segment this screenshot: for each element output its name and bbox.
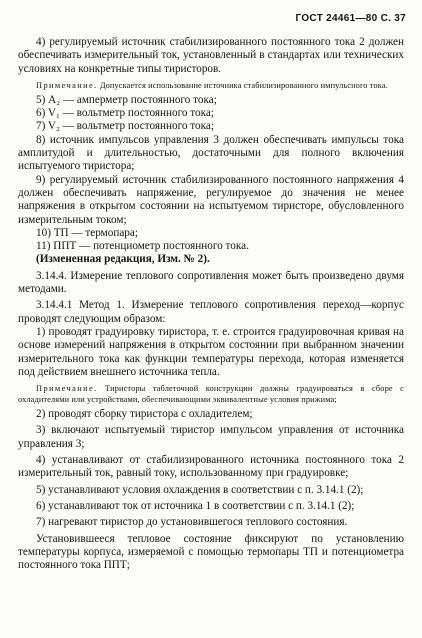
- paragraph: [18, 408, 404, 421]
- paragraph-text: (Измененная редакция, Изм. № 2).: [36, 253, 210, 266]
- paragraph: [18, 174, 404, 227]
- paragraph: [18, 134, 404, 174]
- paragraph-text: 10) ТП — термопара;: [36, 226, 138, 239]
- paragraph-text: 6) устанавливают ток от источника 1 в соответствии с п. 3.14.1 (2);: [36, 499, 355, 512]
- paragraph-text: 7) V₂ — вольтметр постоянного тока;: [36, 120, 214, 133]
- paragraph: [18, 107, 404, 120]
- paragraph-text: Установившееся тепловое состояние фиксируют по установлению температуры корпуса, измеряемой с помощью термопары ТП и потенциометра постоянного тока ППТ;: [18, 532, 404, 572]
- paragraph: [18, 120, 404, 133]
- paragraph: [18, 36, 404, 76]
- paragraph-text: 11) ППТ — потенциометр постоянного тока.: [36, 240, 249, 253]
- paragraph: [18, 500, 404, 513]
- paragraph-text: 1) проводят градуировку тиристора, т. е. строится градуировочная кривая на основе измерений напряжения в открытом состоянии при выбранном значении измерительного тока как функции температуры перехода, которая изменяется под действием внешнего источника тепла.: [18, 325, 404, 378]
- paragraph-text: 4) регулируемый источник стабилизированного постоянного тока 2 должен обеспечивать измерительный ток, установленный в стандартах или технических условиях на конкретные типы тиристоров.: [18, 36, 404, 75]
- note-label: Примечание.: [36, 80, 98, 90]
- paragraph-text: 8) источник импульсов управления 3 должен обеспечивать импульсы тока амплитудой и длительностью, достаточными для полного включения испытуемого тиристора;: [18, 133, 404, 173]
- paragraph-text: 3.14.4.1 Метод 1. Измерение теплового сопротивления переход—корпус проводят следующим образом:: [18, 299, 404, 325]
- paragraph: [18, 533, 404, 573]
- note-label: Примечание.: [36, 384, 98, 394]
- paragraph: [18, 227, 404, 240]
- paragraph: [18, 270, 404, 297]
- paragraph: [18, 240, 404, 253]
- paragraph-text: 4) устанавливают от стабилизированного источника постоянного тока 2 измерительный ток, равный току, использованному при градуировке;: [18, 454, 404, 480]
- paragraph-text: 5) А₂ — амперметр постоянного тока;: [36, 93, 217, 106]
- document-body: [18, 36, 404, 572]
- paragraph-text: 5) устанавливают условия охлаждения в соответствии с п. 3.14.1 (2);: [36, 483, 364, 496]
- note-paragraph: [18, 80, 404, 91]
- paragraph-text: Тиристоры таблеточной конструкции должны градуироваться в сборе с охладителями или устройствами, обеспечивающими эквивалентные условия прижима;: [18, 384, 404, 405]
- paragraph-text: 9) регулируемый источник стабилизированного постоянного напряжения 4 должен обеспечивать напряжение, регулируемое до значения не менее напряжения в открытом состоянии на испытуемом тиристоре, обусловленного измерительным током;: [18, 173, 404, 226]
- paragraph-text: 3.14.4. Измерение теплового сопротивления может быть произведено двумя методами.: [18, 269, 404, 296]
- paragraph-text: 6) V₁ — вольтметр постоянного тока;: [36, 107, 214, 120]
- page-header: ГОСТ 24461—80 С. 37: [295, 13, 406, 24]
- paragraph-text: 7) нагревают тиристор до установившегося теплового состояния.: [36, 516, 348, 529]
- paragraph: [18, 516, 404, 529]
- paragraph: [18, 94, 404, 107]
- paragraph: [18, 253, 404, 266]
- paragraph: [18, 424, 404, 451]
- paragraph: [18, 326, 404, 379]
- note-paragraph: [18, 383, 404, 405]
- paragraph-text: Допускается использование источника стабилизированного импульсного тока.: [97, 80, 388, 90]
- paragraph: [18, 299, 404, 326]
- paragraph-text: 3) включают испытуемый тиристор импульсом управления от источника управления 3;: [18, 424, 404, 450]
- paragraph: [18, 454, 404, 481]
- paragraph-text: 2) проводят сборку тиристора с охладителем;: [36, 408, 253, 421]
- paragraph: [18, 484, 404, 497]
